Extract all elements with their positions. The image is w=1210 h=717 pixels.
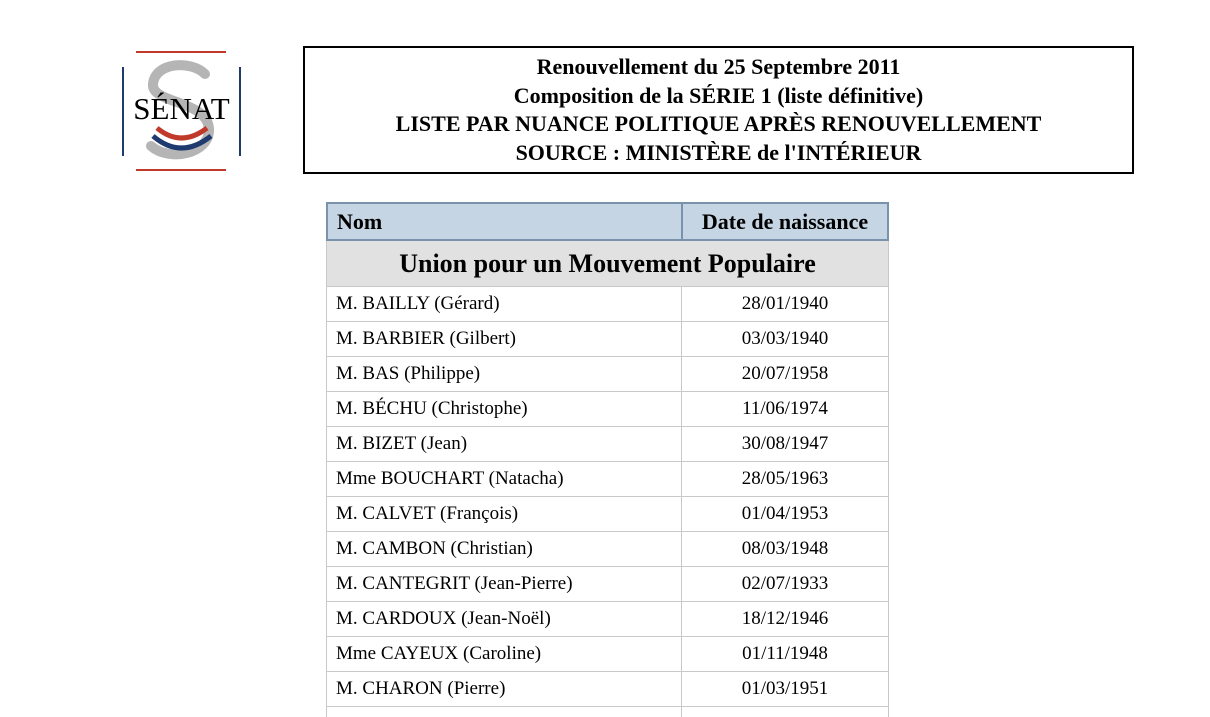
party-group-title: Union pour un Mouvement Populaire (327, 241, 888, 287)
senator-birthdate: 28/01/1940 (741, 293, 829, 314)
senator-name: M. BÉCHU (Christophe) (327, 392, 682, 426)
senator-birthdate: 01/03/1951 (741, 678, 829, 699)
header-line-3: LISTE PAR NUANCE POLITIQUE APRÈS RENOUVELLEMENT (395, 111, 1042, 136)
senator-birthdate: 08/03/1948 (741, 538, 829, 559)
column-header-name: Nom (328, 204, 683, 239)
senator-name: M. BIZET (Jean) (327, 427, 682, 461)
senator-birthdate: 01/04/1953 (741, 503, 829, 524)
table-row (327, 672, 888, 707)
table-row (327, 637, 888, 672)
header-line-4: SOURCE : MINISTÈRE de l'INTÉRIEUR (515, 139, 922, 165)
document-header (303, 46, 1134, 174)
senator-name: M. CALVET (François) (327, 497, 682, 531)
table-row (327, 462, 888, 497)
senator-name: M. BAILLY (Gérard) (327, 287, 682, 321)
senator-birthdate: 03/03/1940 (741, 328, 829, 349)
header-line-1: Renouvellement du 25 Septembre 2011 (536, 54, 901, 79)
senator-name: M. CAMBON (Christian) (327, 532, 682, 566)
senator-name: Mme BOUCHART (Natacha) (327, 462, 682, 496)
table-row (327, 357, 888, 392)
senator-birthdate: 01/11/1948 (742, 643, 828, 664)
senator-birthdate: 20/07/1958 (741, 363, 829, 384)
senator-name: M. CHARON (Pierre) (327, 672, 682, 706)
senator-name: Mme CAYEUX (Caroline) (327, 637, 682, 671)
senator-birthdate: 11/06/1974 (742, 398, 828, 419)
table-row (327, 287, 888, 322)
senator-birthdate: 02/07/1933 (741, 573, 829, 594)
senator-name: M. CANTEGRIT (Jean-Pierre) (327, 567, 682, 601)
senat-logo (119, 50, 244, 172)
table-row (327, 532, 888, 567)
senator-birthdate: 28/05/1963 (741, 468, 829, 489)
header-line-2: Composition de la SÉRIE 1 (liste définitive) (513, 82, 924, 108)
senator-name: M. BARBIER (Gilbert) (327, 322, 682, 356)
column-header-birthdate: Date de naissance (701, 208, 869, 234)
senator-birthdate: 18/12/1946 (741, 608, 829, 629)
senators-table (326, 202, 889, 717)
table-row (327, 322, 888, 357)
senat-emblem (119, 50, 244, 172)
senator-name: M. CARDOUX (Jean-Noël) (327, 602, 682, 636)
table-row (327, 392, 888, 427)
table-row (327, 497, 888, 532)
table-header-row (326, 202, 889, 241)
logo-text: SÉNAT (133, 91, 230, 126)
senator-birthdate: 30/08/1947 (741, 433, 829, 454)
senator-name: M. BAS (Philippe) (327, 357, 682, 391)
table-row (327, 567, 888, 602)
table-row (327, 427, 888, 462)
table-row (327, 602, 888, 637)
